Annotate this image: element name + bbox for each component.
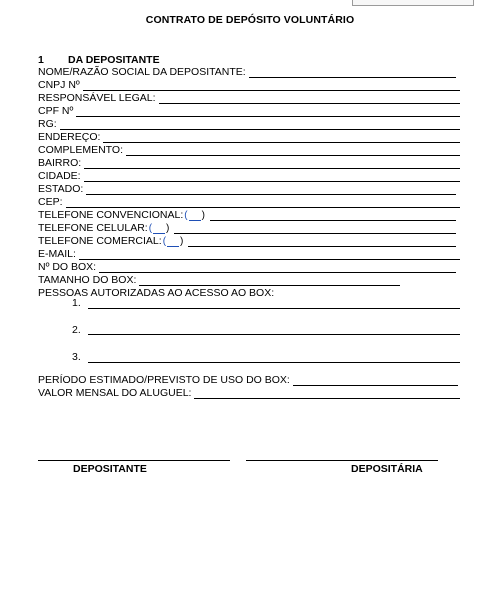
fill-line [84,171,460,182]
field-row-period [38,373,458,386]
field-row-mobile [38,221,456,234]
field-row-address [38,130,460,143]
field-label: CIDADE: [38,170,81,182]
area-code-blank [189,212,201,221]
field-label: COMPLEMENTO: [38,144,123,156]
field-label: RESPONSÁVEL LEGAL: [38,92,156,104]
fill-line [84,158,460,169]
field-label: PESSOAS AUTORIZADAS AO ACESSO AO BOX: [38,287,275,299]
section-title: DA DEPOSITANTE [68,54,160,66]
signature-label-depositor: DEPOSITANTE [73,463,147,475]
field-label: TELEFONE CONVENCIONAL: [38,209,184,221]
field-row-rg [38,117,460,130]
field-row-state [38,182,456,195]
authorized-item-1: 1. [72,297,81,309]
authorized-line-2 [88,323,460,335]
phone-area-close: ) [166,223,170,234]
authorized-line-1 [88,297,460,309]
field-label: VALOR MENSAL DO ALUGUEL: [38,387,192,399]
field-label: Nº DO BOX: [38,261,97,273]
phone-area-close: ) [201,210,205,221]
signature-line-depositor [38,460,230,461]
authorized-item-2: 2. [72,324,81,336]
field-row-box-size [38,273,400,286]
fill-line [83,80,460,91]
field-label: BAIRRO: [38,157,82,169]
document-title: CONTRATO DE DEPÓSITO VOLUNTÁRIO [145,14,355,26]
phone-area-open: ( [184,210,188,221]
field-label: CEP: [38,196,63,208]
area-code-blank [153,225,165,234]
corner-tab [352,0,474,6]
phone-area-close: ) [180,236,184,247]
fill-line [103,132,460,143]
signature-line-depositary [246,460,438,461]
fill-line [188,236,456,247]
field-label: TAMANHO DO BOX: [38,274,137,286]
fill-line [99,262,456,273]
field-row-landline [38,208,456,221]
fill-line [194,388,460,399]
field-label: RG: [38,118,57,130]
field-label: E-MAIL: [38,248,76,260]
field-row-city [38,169,460,182]
fill-line [293,375,458,386]
phone-area-open: ( [162,236,167,247]
fill-line [76,106,460,117]
field-label: PERÍODO ESTIMADO/PREVISTO DE USO DO BOX: [38,374,290,386]
field-label: CNPJ Nº [38,79,80,91]
fill-line [60,119,460,130]
fill-line [210,210,456,221]
field-row-rent [38,386,460,399]
phone-area-open: ( [148,223,153,234]
field-row-box-number [38,260,456,273]
field-label: TELEFONE CELULAR: [38,222,148,234]
field-label: NOME/RAZÃO SOCIAL DA DEPOSITANTE: [38,66,246,78]
section-number: 1 [38,54,44,66]
fill-line [139,275,400,286]
field-label: ESTADO: [38,183,84,195]
field-label: TELEFONE COMERCIAL: [38,235,162,247]
authorized-line-3 [88,351,460,363]
fill-line [174,223,456,234]
field-label: ENDEREÇO: [38,131,101,143]
fill-line [249,67,456,78]
field-label: CPF Nº [38,105,74,117]
fill-line [86,184,456,195]
fill-line [66,197,460,208]
authorized-item-3: 3. [72,351,81,363]
fill-line [79,249,460,260]
fill-line [126,145,460,156]
fill-line [159,93,461,104]
field-row-district [38,156,460,169]
field-row-name [38,65,456,78]
field-row-legal-rep [38,91,460,104]
field-row-business-phone [38,234,456,247]
area-code-blank [167,238,179,247]
field-row-complement [38,143,460,156]
field-row-cpf [38,104,460,117]
signature-label-depositary: DEPOSITÁRIA [351,463,423,475]
field-row-cep [38,195,460,208]
field-row-email [38,247,460,260]
field-row-cnpj [38,78,460,91]
